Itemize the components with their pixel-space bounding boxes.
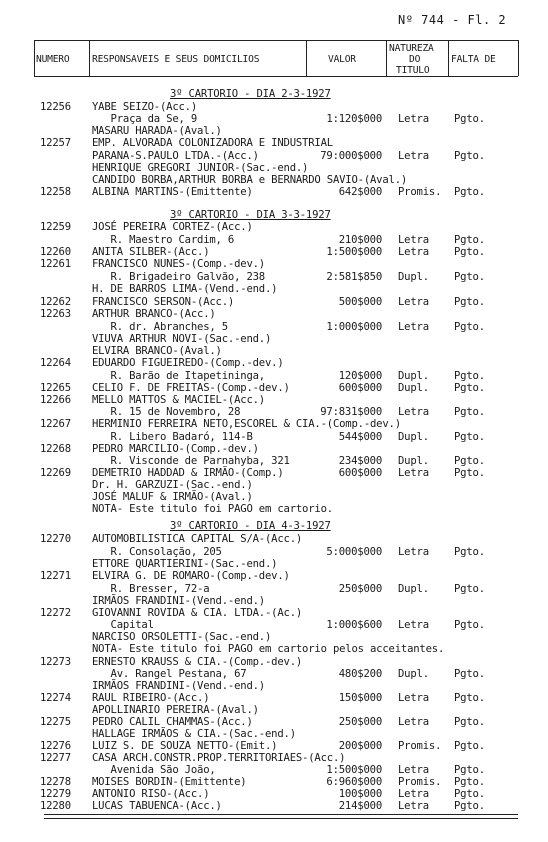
entry-falta: Pgto. xyxy=(454,296,485,308)
entry-text: EMP. ALVORADA COLONIZADORA E INDUSTRIAL xyxy=(92,137,333,149)
entry-value: 544$000 xyxy=(338,431,382,443)
entry-value: 6:960$000 xyxy=(326,776,382,788)
entry-falta: Pgto. xyxy=(454,234,485,246)
entry-number: 12273 xyxy=(40,656,71,668)
entry-number: 12263 xyxy=(40,308,71,320)
entry-falta: Pgto. xyxy=(454,764,485,776)
entry-text: APOLLINARIO PEREIRA-(Aval.) xyxy=(92,704,259,716)
entry-text: Av. Rangel Pestana, 67 xyxy=(92,668,247,680)
entry-number: 12278 xyxy=(40,776,71,788)
header-bottom-rule xyxy=(34,76,518,77)
entry-number: 12265 xyxy=(40,382,71,394)
entry-text: R. dr. Abranches, 5 xyxy=(92,321,228,333)
entry-value: 120$000 xyxy=(338,370,382,382)
entry-text: JOSÉ PEREIRA CORTEZ-(Acc.) xyxy=(92,221,253,233)
entry-number: 12264 xyxy=(40,357,71,369)
entry-falta: Pgto. xyxy=(454,186,485,198)
header-divider-3 xyxy=(386,40,387,76)
entry-value: 214$000 xyxy=(338,800,382,812)
header-do: DO xyxy=(409,54,421,65)
entry-note: NOTA- Este titulo foi PAGO em cartorio. xyxy=(92,503,333,515)
entry-text: LUIZ S. DE SOUZA NETTO-(Emit.) xyxy=(92,740,278,752)
entry-falta: Pgto. xyxy=(454,455,485,467)
entry-title-type: Dupl. xyxy=(398,583,429,595)
entry-falta: Pgto. xyxy=(454,776,485,788)
entry-falta: Pgto. xyxy=(454,583,485,595)
entry-number: 12274 xyxy=(40,692,71,704)
entry-text: R. Brigadeiro Galvão, 238 xyxy=(92,271,265,283)
entry-value: 250$000 xyxy=(338,583,382,595)
entry-falta: Pgto. xyxy=(454,321,485,333)
entry-text: EDUARDO FIGUEIREDO-(Comp.-dev.) xyxy=(92,357,284,369)
entry-falta: Pgto. xyxy=(454,668,485,680)
entry-text: ERNESTO KRAUSS & CIA.-(Comp.-dev.) xyxy=(92,656,303,668)
header-titulo: TITULO xyxy=(396,65,430,76)
entry-number: 12267 xyxy=(40,418,71,430)
entry-falta: Pgto. xyxy=(454,271,485,283)
entry-value: 642$000 xyxy=(338,186,382,198)
entry-number: 12277 xyxy=(40,752,71,764)
section-title: 3º CARTORIO - DIA 4-3-1927 xyxy=(170,520,331,532)
entry-falta: Pgto. xyxy=(454,467,485,479)
entry-falta: Pgto. xyxy=(454,740,485,752)
entry-value: 1:500$000 xyxy=(326,246,382,258)
entry-falta: Pgto. xyxy=(454,619,485,631)
entry-text: R. Maestro Cardim, 6 xyxy=(92,234,235,246)
entry-text: LUCAS TABUENCA-(Acc.) xyxy=(92,800,222,812)
entry-value: 97:831$000 xyxy=(320,406,382,418)
entry-value: 1:500$000 xyxy=(326,764,382,776)
entry-text: R. Bresser, 72-a xyxy=(92,583,210,595)
entry-number: 12258 xyxy=(40,186,71,198)
entry-text: MOISES BORDIN-(Emittente) xyxy=(92,776,247,788)
entry-number: 12261 xyxy=(40,258,71,270)
entry-text: Capital xyxy=(92,619,154,631)
entry-falta: Pgto. xyxy=(454,546,485,558)
entry-text: AUTOMOBILISTICA CAPITAL S/A-(Acc.) xyxy=(92,533,303,545)
entry-title-type: Letra xyxy=(398,246,429,258)
entry-text: IRMÃOS FRANDINI-(Vend.-end.) xyxy=(92,595,265,607)
entry-falta: Pgto. xyxy=(454,406,485,418)
entry-falta: Pgto. xyxy=(454,246,485,258)
entry-falta: Pgto. xyxy=(454,716,485,728)
header-numero: NUMERO xyxy=(36,54,70,65)
entry-falta: Pgto. xyxy=(454,431,485,443)
entry-number: 12272 xyxy=(40,607,71,619)
entry-text: IRMÃOS FRANDINI-(Vend.-end.) xyxy=(92,680,265,692)
entry-title-type: Letra xyxy=(398,716,429,728)
entry-title-type: Promis. xyxy=(398,776,442,788)
entry-text: R. 15 de Novembro, 28 xyxy=(92,406,241,418)
header-falta-de: FALTA DE xyxy=(451,54,496,65)
entry-value: 79:000$000 xyxy=(320,150,382,162)
entry-value: 500$000 xyxy=(338,296,382,308)
entry-number: 12256 xyxy=(40,101,71,113)
entry-falta: Pgto. xyxy=(454,113,485,125)
bottom-rule-2 xyxy=(44,818,518,819)
entry-text: JOSÉ MALUF & IRMÃO-(Aval.) xyxy=(92,491,253,503)
entry-text: DEMETRIO HADDAD & IRMÃO-(Comp.) xyxy=(92,467,284,479)
entry-title-type: Letra xyxy=(398,234,429,246)
entry-number: 12276 xyxy=(40,740,71,752)
entry-title-type: Dupl. xyxy=(398,431,429,443)
entry-number: 12262 xyxy=(40,296,71,308)
entry-number: 12280 xyxy=(40,800,71,812)
entry-number: 12275 xyxy=(40,716,71,728)
entry-number: 12269 xyxy=(40,467,71,479)
entry-text: HERMINIO FERREIRA NETO,ESCOREL & CIA.-(Comp.-dev.) xyxy=(92,418,401,430)
entry-text: PEDRO CALIL CHAMMAS-(Acc.) xyxy=(92,716,253,728)
entry-text: ELVIRA G. DE ROMARO-(Comp.-dev.) xyxy=(92,570,290,582)
entry-text: HENRIQUE GREGORI JUNIOR-(Sac.-end.) xyxy=(92,162,309,174)
entry-title-type: Dupl. xyxy=(398,382,429,394)
entry-value: 1:000$600 xyxy=(326,619,382,631)
entry-number: 12266 xyxy=(40,394,71,406)
header-valor: VALOR xyxy=(328,54,356,65)
entry-value: 5:000$000 xyxy=(326,546,382,558)
entry-text: CELIO F. DE FREITAS-(Comp.-dev.) xyxy=(92,382,290,394)
entry-text: R. Visconde de Parnahyba, 321 xyxy=(92,455,290,467)
entry-value: 234$000 xyxy=(338,455,382,467)
entry-text: R. Barão de Itapetininga, xyxy=(92,370,265,382)
entry-title-type: Promis. xyxy=(398,740,442,752)
entry-value: 600$000 xyxy=(338,467,382,479)
entry-value: 200$000 xyxy=(338,740,382,752)
entry-value: 150$000 xyxy=(338,692,382,704)
entry-title-type: Letra xyxy=(398,321,429,333)
entry-text: CASA ARCH.CONSTR.PROP.TERRITORIAES-(Acc.) xyxy=(92,752,346,764)
entry-number: 12271 xyxy=(40,570,71,582)
entry-text: ANITA SILBER-(Acc.) xyxy=(92,246,210,258)
entry-title-type: Letra xyxy=(398,296,429,308)
header-divider-1 xyxy=(89,40,90,76)
entry-value: 1:120$000 xyxy=(326,113,382,125)
entry-value: 210$000 xyxy=(338,234,382,246)
entry-title-type: Letra xyxy=(398,764,429,776)
entry-number: 12270 xyxy=(40,533,71,545)
entry-value: 480$200 xyxy=(338,668,382,680)
entry-text: Dr. H. GARZUZI-(Sac.-end.) xyxy=(92,479,253,491)
entry-text: HALLAGE IRMÃOS & CIA.-(Sac.-end.) xyxy=(92,728,296,740)
entry-title-type: Letra xyxy=(398,619,429,631)
entry-text: ETTORE QUARTIERINI-(Sac.-end.) xyxy=(92,558,278,570)
entry-title-type: Dupl. xyxy=(398,271,429,283)
header-responsaveis: RESPONSAVEIS E SEUS DOMICILIOS xyxy=(92,54,260,65)
entry-title-type: Letra xyxy=(398,113,429,125)
entry-falta: Pgto. xyxy=(454,382,485,394)
entry-title-type: Promis. xyxy=(398,186,442,198)
header-divider-2 xyxy=(306,40,307,76)
section-title: 3º CARTORIO - DIA 2-3-1927 xyxy=(170,88,331,100)
entry-text: Praça da Se, 9 xyxy=(92,113,198,125)
entry-falta: Pgto. xyxy=(454,370,485,382)
entry-text: VIUVA ARTHUR NOVI-(Sac.-end.) xyxy=(92,333,272,345)
entry-title-type: Letra xyxy=(398,150,429,162)
entry-value: 250$000 xyxy=(338,716,382,728)
header-right-border xyxy=(518,40,519,76)
entry-text: ANTONIO RISO-(Acc.) xyxy=(92,788,210,800)
entry-title-type: Letra xyxy=(398,406,429,418)
entry-text: RAUL RIBEIRO-(Acc.) xyxy=(92,692,210,704)
entry-text: ELVIRA BRANCO-(Aval.) xyxy=(92,345,222,357)
entry-value: 100$000 xyxy=(338,788,382,800)
entry-text: ALBINA MARTINS-(Emittente) xyxy=(92,186,253,198)
header-natureza: NATUREZA xyxy=(389,43,434,54)
entry-title-type: Letra xyxy=(398,800,429,812)
entry-text: YABE SEIZO-(Acc.) xyxy=(92,101,198,113)
entry-title-type: Dupl. xyxy=(398,370,429,382)
entry-falta: Pgto. xyxy=(454,150,485,162)
entry-text: MELLO MATTOS & MACIEL-(Acc.) xyxy=(92,394,265,406)
header-top-rule xyxy=(34,40,518,41)
entry-text: R. Consolação, 205 xyxy=(92,546,222,558)
entry-text: PARANA-S.PAULO LTDA.-(Acc.) xyxy=(92,150,259,162)
entry-title-type: Letra xyxy=(398,546,429,558)
entry-falta: Pgto. xyxy=(454,788,485,800)
entry-number: 12268 xyxy=(40,443,71,455)
folio-number: Nº 744 - Fl. 2 xyxy=(398,13,507,27)
entry-text: PEDRO MARCILIO-(Comp.-dev.) xyxy=(92,443,259,455)
section-title: 3º CARTORIO - DIA 3-3-1927 xyxy=(170,209,331,221)
header-divider-4 xyxy=(448,40,449,76)
entry-falta: Pgto. xyxy=(454,800,485,812)
entry-text: ARTHUR BRANCO-(Acc.) xyxy=(92,308,216,320)
entry-title-type: Letra xyxy=(398,788,429,800)
entry-value: 600$000 xyxy=(338,382,382,394)
bottom-rule-1 xyxy=(44,814,518,815)
entry-text: MASARU HARADA-(Aval.) xyxy=(92,125,222,137)
entry-value: 1:000$000 xyxy=(326,321,382,333)
entry-text: NARCISO ORSOLETTI-(Sac.-end.) xyxy=(92,631,272,643)
entry-number: 12260 xyxy=(40,246,71,258)
entry-text: CANDIDO BORBA,ARTHUR BORBA e BERNARDO SAVIO-(Aval.) xyxy=(92,174,408,186)
entry-text: GIOVANNI ROVIDA & CIA. LTDA.-(Ac.) xyxy=(92,607,303,619)
entry-number: 12257 xyxy=(40,137,71,149)
entry-text: FRANCISCO SERSON-(Acc.) xyxy=(92,296,235,308)
entry-title-type: Dupl. xyxy=(398,668,429,680)
entry-number: 12259 xyxy=(40,221,71,233)
entry-value: 2:581$850 xyxy=(326,271,382,283)
entry-note: NOTA- Este titulo foi PAGO em cartorio pelos acceitantes. xyxy=(92,643,445,655)
entry-text: H. DE BARROS LIMA-(Vend.-end.) xyxy=(92,283,278,295)
entry-text: FRANCISCO NUNES-(Comp.-dev.) xyxy=(92,258,265,270)
entry-title-type: Letra xyxy=(398,692,429,704)
header-left-border xyxy=(34,40,35,76)
entry-number: 12279 xyxy=(40,788,71,800)
entry-title-type: Letra xyxy=(398,467,429,479)
entry-text: R. Libero Badaró, 114-B xyxy=(92,431,253,443)
entry-title-type: Dupl. xyxy=(398,455,429,467)
entry-falta: Pgto. xyxy=(454,692,485,704)
entry-text: Avenida São João, xyxy=(92,764,216,776)
